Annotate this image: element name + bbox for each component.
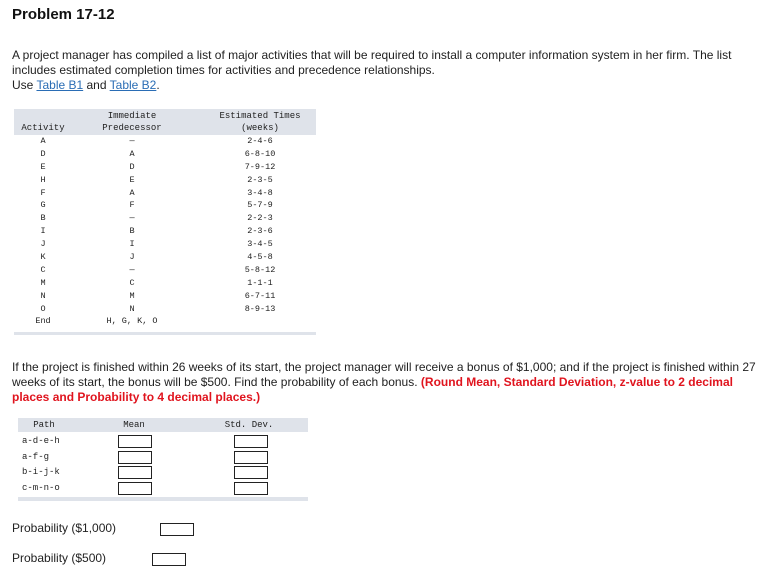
predecessor-cell: J [129,252,135,263]
path-row [18,434,308,450]
predecessor-cell: M [129,290,135,301]
activity-row [14,174,316,187]
header-pred-line2: Predecessor [102,123,162,133]
activity-cell: M [40,277,46,288]
activity-row [14,187,316,200]
activity-cell: End [35,316,51,327]
predecessor-cell: E [129,174,135,185]
predecessor-cell: D [129,161,135,172]
mean-input[interactable] [118,451,152,464]
header-path: Path [33,420,55,430]
times-cell: 8-9-13 [244,303,276,314]
activity-cell: D [40,148,46,159]
activity-row [14,303,316,316]
header-activity: Activity [21,123,65,133]
times-cell: 2-4-6 [247,136,273,146]
rounding-instruction: (Round Mean, Standard Deviation, z-value to 2 decimal places and Probability to 4 decimal places.) [12,375,733,404]
page-title: Problem 17-12 [12,6,115,23]
times-cell: 4-5-8 [247,252,273,263]
std-dev-input[interactable] [234,451,268,464]
path-table-header [18,418,308,432]
header-std: Std. Dev. [224,420,274,430]
activity-cell: N [40,290,46,301]
path-table [18,418,308,501]
predecessor-cell: — [129,213,135,224]
table-b1-link[interactable]: Table B1 [36,78,84,92]
probability-500-input[interactable] [152,553,186,566]
times-cell: 3-4-5 [247,239,273,250]
path-label: a-f-g [22,451,50,462]
question-paragraph [12,360,764,405]
activity-cell: K [40,252,46,263]
activity-cell: A [40,136,46,146]
times-cell: 6-8-10 [244,148,276,159]
mean-input[interactable] [118,435,152,448]
predecessor-cell: H, G, K, O [106,316,158,327]
header-pred-line1: Immediate [107,111,157,121]
period: . [156,78,160,92]
times-cell: 2-2-3 [247,213,273,224]
predecessor-cell: — [129,264,135,275]
predecessor-cell: — [129,136,135,146]
activity-cell: J [40,239,46,250]
activity-row [14,264,316,277]
use-prefix: Use [12,78,37,92]
times-cell: 6-7-11 [244,290,276,301]
header-times-line1: Estimated Times [219,111,301,121]
path-label: c-m-n-o [22,482,60,493]
times-cell: 1-1-1 [247,277,273,288]
path-table-footer-bar [18,497,308,501]
question-text: If the project is finished within 26 weeks of its start, the project manager will receive a bonus of $1,000; and if the project is finished within 27 weeks of its start, the bonus will be $500. Find the probability of each bonus. [12,360,756,389]
activity-row [14,161,316,174]
predecessor-cell: C [129,277,135,288]
activity-row [14,238,316,251]
activity-cell: O [40,303,46,314]
times-cell: 2-3-5 [247,174,273,185]
times-cell: 7-9-12 [244,161,276,172]
activity-row [14,315,316,328]
activity-row [14,199,316,212]
activity-row [14,251,316,264]
path-label: a-d-e-h [22,436,60,446]
predecessor-cell: B [129,226,135,237]
activity-row [14,277,316,290]
activity-row [14,148,316,161]
predecessor-cell: A [129,187,135,198]
activity-cell: E [40,161,46,172]
table-b2-link[interactable]: Table B2 [109,78,157,92]
path-row [18,481,308,497]
activity-row [14,290,316,303]
activity-table-header [14,109,316,135]
times-cell: 2-3-6 [247,226,273,237]
times-cell: 5-8-12 [244,264,276,275]
std-dev-input[interactable] [234,466,268,479]
path-row [18,450,308,466]
probability-500-label: Probability ($500) [12,551,107,565]
activity-cell: G [40,200,46,211]
activity-cell: I [40,226,46,237]
path-row [18,465,308,481]
activity-table-body [14,135,316,328]
activity-row [14,212,316,225]
activity-row [14,135,316,148]
probability-1000-label: Probability ($1,000) [12,521,117,535]
predecessor-cell: F [129,200,135,211]
probability-1000-input[interactable] [160,523,194,536]
mean-input[interactable] [118,482,152,495]
activity-table [14,109,316,335]
header-mean: Mean [123,420,145,430]
activity-cell: C [40,264,46,275]
activity-cell: H [40,174,46,185]
and-text: and [83,78,110,92]
mean-input[interactable] [118,466,152,479]
header-times-line2: (weeks) [241,123,279,133]
std-dev-input[interactable] [234,482,268,495]
times-cell: 5-7-9 [247,200,273,211]
path-label: b-i-j-k [22,467,60,477]
predecessor-cell: I [129,239,135,250]
std-dev-input[interactable] [234,435,268,448]
predecessor-cell: A [129,148,135,159]
activity-cell: B [40,213,46,224]
path-table-body [18,432,308,496]
activity-table-footer-bar [14,332,316,335]
times-cell: 3-4-8 [247,187,273,198]
predecessor-cell: N [129,303,135,314]
activity-cell: F [40,187,46,198]
activity-row [14,225,316,238]
intro-text: A project manager has compiled a list of major activities that will be required to install a computer information system in her firm. The list includes estimated completion times for activities and precedence relationships. [12,48,732,77]
intro-paragraph [12,48,760,93]
